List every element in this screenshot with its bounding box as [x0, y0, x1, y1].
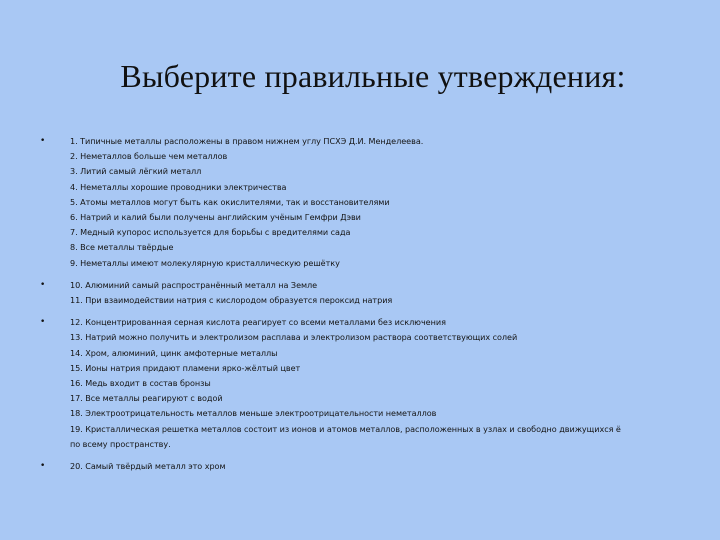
statement-9: 9. Неметаллы имеют молекулярную кристаллическую решётку — [70, 257, 340, 268]
statement-10: 10. Алюминий самый распространённый металл на Земле — [70, 279, 318, 290]
bullet-group-4 — [0, 459, 720, 474]
bullet-icon: • — [40, 279, 46, 290]
bullet-group-1 — [0, 134, 720, 271]
statement-3: 3. Литий самый лёгкий металл — [70, 166, 202, 177]
bullet-group-3 — [0, 315, 720, 452]
statement-19-continuation: по всему пространству. — [70, 438, 171, 449]
statement-12: 12. Концентрированная серная кислота реагирует со всеми металлами без исключения — [70, 317, 446, 328]
statements-list — [0, 134, 720, 481]
statement-6: 6. Натрий и калий были получены английским учёным Гемфри Дэви — [70, 212, 361, 223]
statement-8: 8. Все металлы твёрдые — [70, 242, 174, 253]
statement-11: 11. При взаимодействии натрия с кислородом образуется пероксид натрия — [70, 295, 393, 306]
slide-title: Выберите правильные утверждения: — [120, 58, 626, 94]
bullet-icon: • — [40, 136, 46, 146]
bullet-icon: • — [40, 461, 46, 472]
statement-20: 20. Самый твёрдый металл это хром — [70, 461, 226, 472]
statement-13: 13. Натрий можно получить и электролизом расплава и электролизом раствора соответствующих солей — [70, 332, 518, 343]
statement-2: 2. Неметаллов больше чем металлов — [70, 151, 228, 162]
statement-18: 18. Электроотрицательность металлов меньше электроотрицательности неметаллов — [70, 408, 437, 419]
statement-19: 19. Кристаллическая решетка металлов состоит из ионов и атомов металлов, расположенных в узлах и свободно движущихся ё — [70, 423, 621, 434]
statement-5: 5. Атомы металлов могут быть как окислителями, так и восстановителями — [70, 196, 390, 207]
statement-16: 16. Медь входит в состав бронзы — [70, 378, 211, 389]
statement-17: 17. Все металлы реагируют с водой — [70, 393, 223, 404]
bullet-icon: • — [40, 317, 46, 328]
statement-15: 15. Ионы натрия придают пламени ярко-жёлтый цвет — [70, 362, 301, 373]
statement-1: 1. Типичные металлы расположены в правом нижнем углу ПСХЭ Д.И. Менделеева. — [70, 136, 424, 146]
statement-14: 14. Хром, алюминий, цинк амфотерные металлы — [70, 347, 278, 358]
bullet-group-2 — [0, 278, 720, 308]
statement-4: 4. Неметаллы хорошие проводники электричества — [70, 181, 287, 192]
statement-7: 7. Медный купорос используется для борьбы с вредителями сада — [70, 227, 351, 238]
